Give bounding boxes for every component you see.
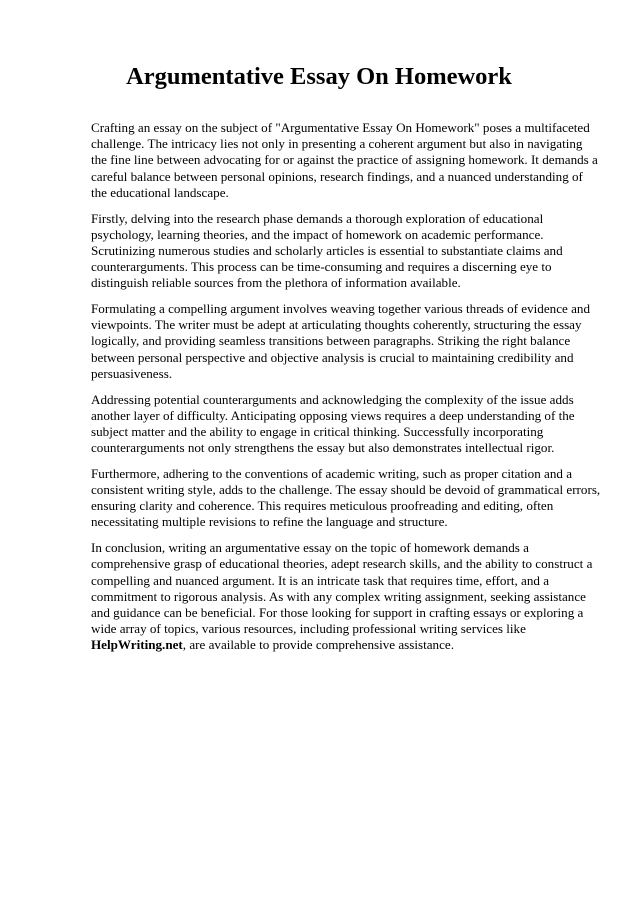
paragraph-conclusion <box>91 540 601 653</box>
document-body <box>91 120 601 663</box>
paragraph-counterarguments: Addressing potential counterarguments and acknowledging the complexity of the issue adds another layer of difficulty. Anticipating opposing views requires a deep understanding of the subject matter and the ability to engage in critical thinking. Successfully incorporating counterarguments not only strengthens the essay but also demonstrates intellectual rigor. <box>91 391 575 456</box>
paragraph-conventions: Furthermore, adhering to the conventions of academic writing, such as proper citation and a consistent writing style, adds to the challenge. The essay should be devoid of grammatical errors, ensuring clarity and coherence. This requires meticulous proofreading and editing, often necessitating multiple revisions to refine the language and structure. <box>91 465 601 530</box>
conclusion-end: , are available to provide comprehensive assistance. <box>182 637 455 653</box>
paragraph-intro: Crafting an essay on the subject of "Argumentative Essay On Homework" poses a multifaceted challenge. The intricacy lies not only in presenting a coherent argument but also in navigating the fine line between advocating for or against the practice of assigning homework. It demands a careful balance between personal opinions, research findings, and a nuanced understanding of the educational landscape. <box>91 120 598 200</box>
brand-link[interactable]: HelpWriting.net <box>91 637 183 653</box>
paragraph-research: Firstly, delving into the research phase demands a thorough exploration of educational psychology, learning theories, and the impact of homework on academic performance. Scrutinizing numerous studies and scholarly articles is essential to substantiate claims and counterarguments. This process can be time-consuming and requires a discerning eye to distinguish reliable sources from the plethora of information available. <box>91 210 563 291</box>
conclusion-text: In conclusion, writing an argumentative essay on the topic of homework demands a comprehensive grasp of educational theories, adept research skills, and the ability to construct a compelling and nuanced argument. It is an intricate task that requires time, effort, and a commitment to rigorous analysis. As with any complex writing assignment, seeking assistance and guidance can be beneficial. For those looking for support in crafting essays or exploring a wide array of topics, various resources, including professional writing services like <box>91 540 593 637</box>
document-title: Argumentative Essay On Homework <box>126 63 512 90</box>
paragraph-argument: Formulating a compelling argument involves weaving together various threads of evidence and viewpoints. The writer must be adept at articulating thoughts coherently, structuring the essay logically, and providing seamless transitions between paragraphs. Striking the right balance between personal perspective and objective analysis is crucial to maintaining credibility and persuasiveness. <box>91 301 591 381</box>
